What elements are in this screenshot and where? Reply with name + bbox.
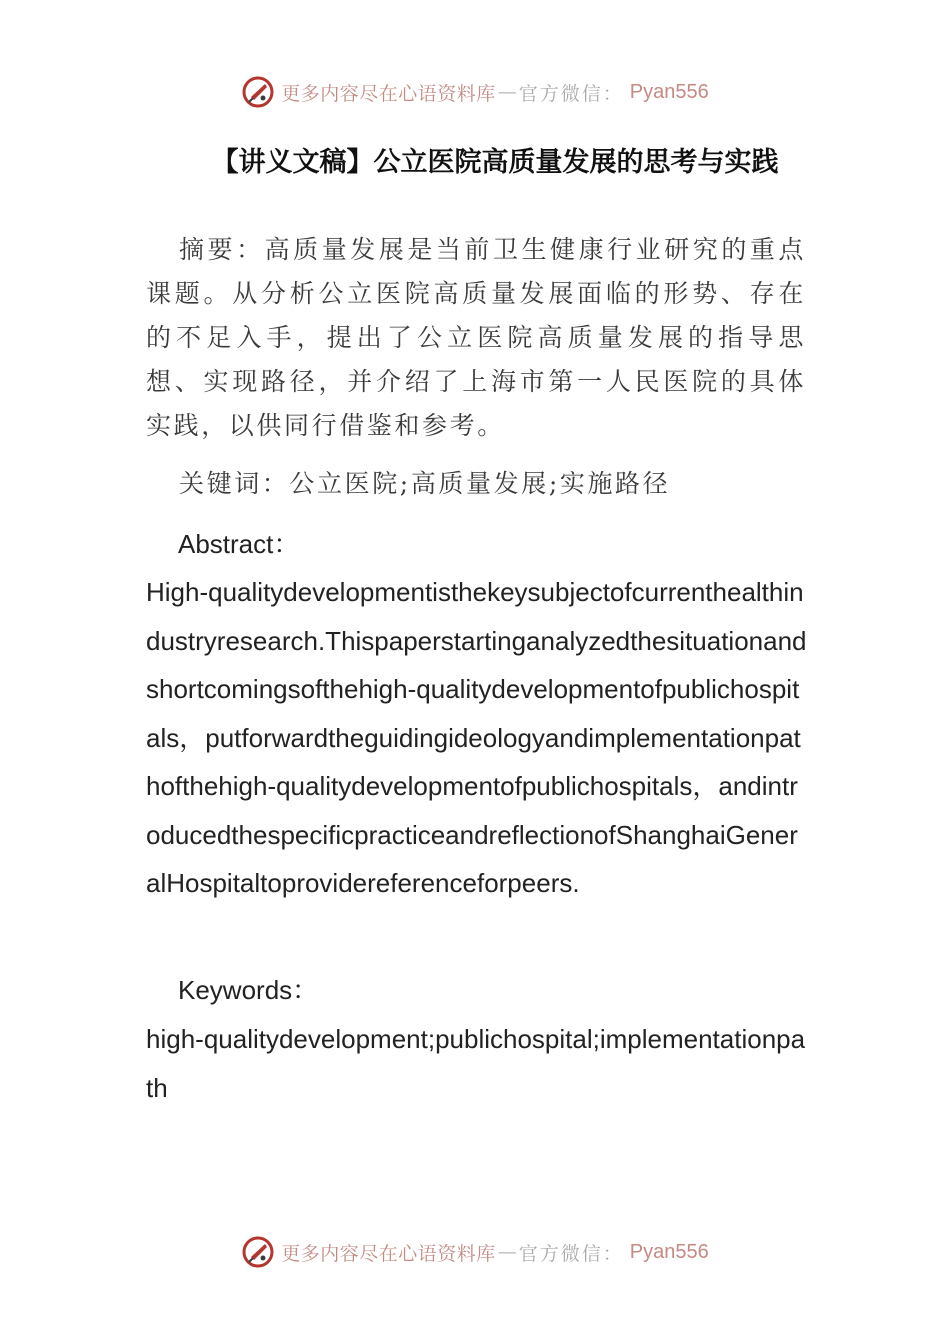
banner-dash: — <box>497 1241 517 1263</box>
banner-wechat-id: Pyan556 <box>629 80 709 103</box>
banner-dash: — <box>497 81 517 103</box>
banner-text: 更多内容尽在心语资料库 <box>281 1242 496 1265</box>
banner-text: 更多内容尽在心语资料库 <box>281 82 496 105</box>
abstract-english-label: Abstract： <box>178 529 300 559</box>
abstract-chinese: 摘要：高质量发展是当前卫生健康行业研究的重点课题。从分析公立医院高质量发展面临的形势、存在的不足入手，提出了公立医院高质量发展的指导思想、实现路径，并介绍了上海市第一人民医院的具体实践，以供同行借鉴和参考。 <box>146 235 806 440</box>
logo-icon <box>241 1235 275 1269</box>
keywords-english: high-qualitydevelopment;publichospital;implementationpath <box>146 1024 806 1103</box>
footer-banner <box>0 1232 950 1272</box>
page-title: 【讲义文稿】公立医院高质量发展的思考与实践 <box>211 147 779 178</box>
banner-wechat-id: Pyan556 <box>629 1240 709 1263</box>
abstract-english: High-qualitydevelopmentisthekeysubjectofcurrenthealthindustryresearch.Thispaperstartinganalyzedthesituationandshortcomingsofthehigh-qualitydevelopmentofpublichospitals，putforwardtheguidingideologyandimplementationpathofthehigh-qualitydevelopmentofpublichospitals，andintroducedthespecificpracticeandreflectionofShanghaiGeneralHospitaltoprovidereferenceforpeers. <box>146 577 807 898</box>
header-banner <box>0 72 950 112</box>
keywords-chinese: 关键词：公立医院;高质量发展;实施路径 <box>179 469 671 498</box>
banner-weixin-label: 官方微信： <box>518 1242 624 1265</box>
banner-weixin-label: 官方微信： <box>518 82 624 105</box>
keywords-english-label: Keywords： <box>178 975 319 1005</box>
logo-icon <box>241 75 275 109</box>
